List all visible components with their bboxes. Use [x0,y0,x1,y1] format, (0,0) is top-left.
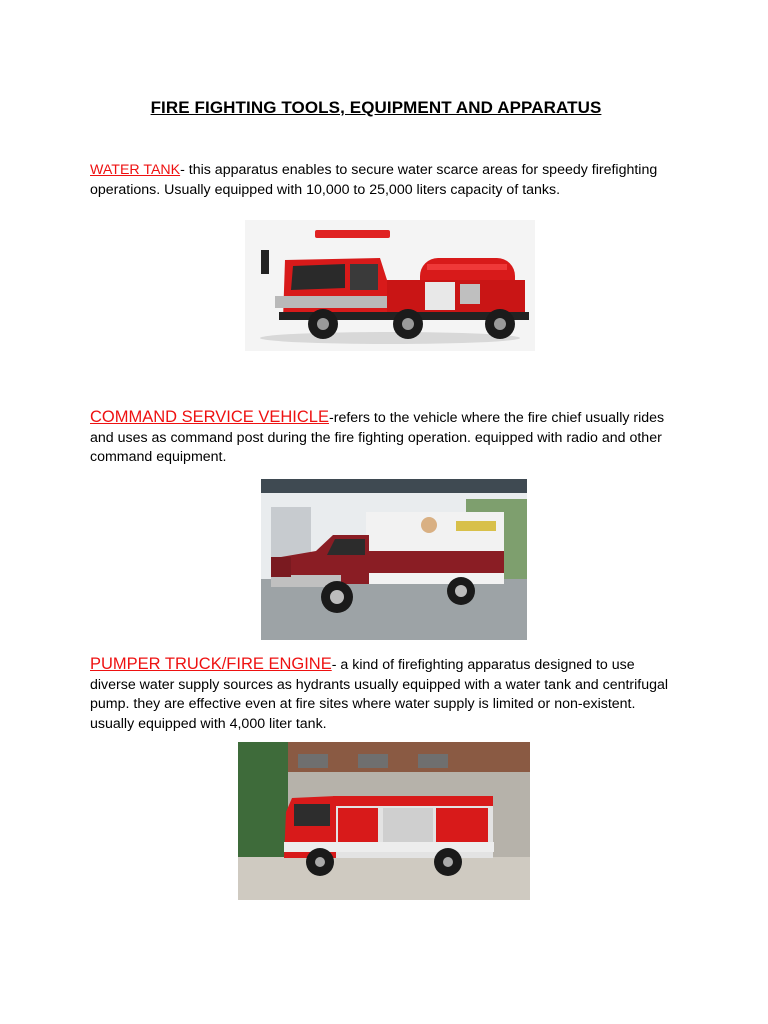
pumper-truck-image [238,742,530,900]
command-vehicle-image [261,479,527,640]
water-tank-truck-image [245,220,535,351]
document-title: FIRE FIGHTING TOOLS, EQUIPMENT AND APPARATUS [150,98,602,117]
water-tank-term: WATER TANK [90,162,181,178]
command-vehicle-paragraph [90,408,675,468]
water-tank-paragraph [90,161,675,200]
pumper-truck-paragraph [90,655,675,734]
pumper-truck-description: - a kind of firefighting apparatus designed to use diverse water supply sources as hydrants usually equipped with a water tank and centrifugal pump. they are effective even at fire sites where water supply is limited or non-existent. usually equipped with 4,000 liter tank. [90,657,669,732]
water-tank-description: - this apparatus enables to secure water scarce areas for speedy firefighting operations. Usually equipped with 10,000 to 25,000 liters capacity of tanks. [90,162,658,198]
command-vehicle-term: COMMAND SERVICE VEHICLE [90,408,329,426]
pumper-truck-term: PUMPER TRUCK/FIRE ENGINE [90,655,332,673]
command-vehicle-description: -refers to the vehicle where the fire chief usually rides and uses as command post during the fire fighting operation. equipped with radio and other command equipment. [90,410,665,466]
